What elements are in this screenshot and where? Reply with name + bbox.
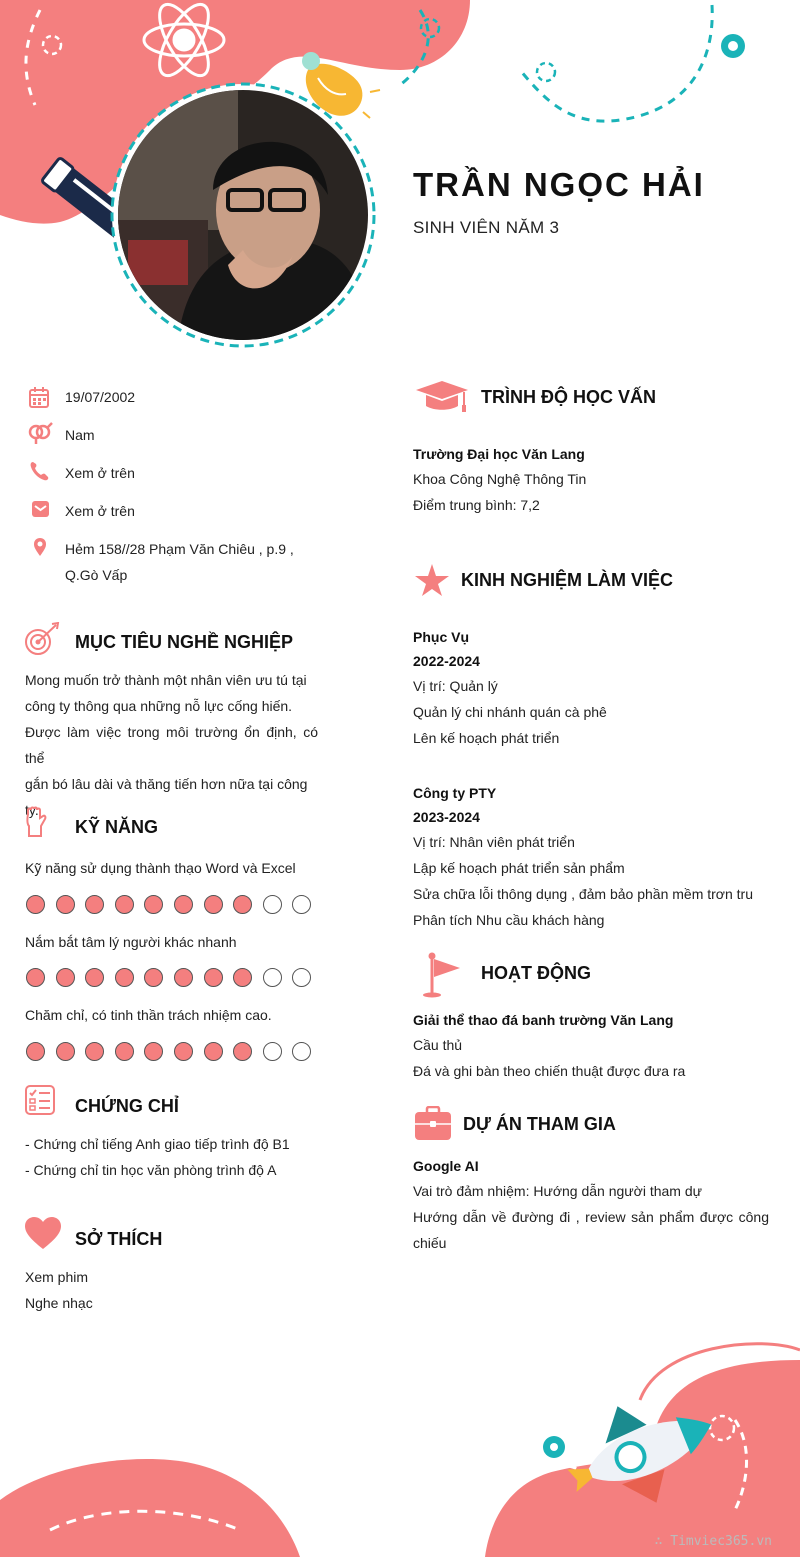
certificate-item: - Chứng chỉ tin học văn phòng trình độ A [25,1162,277,1178]
rating-dot-filled [204,895,223,914]
calendar-icon [25,386,55,408]
certificates-title: CHỨNG CHỈ [75,1096,179,1116]
job-duty: Quản lý chi nhánh quán cà phê [413,704,607,720]
rating-dot-empty [263,895,282,914]
rating-dot-filled [204,1042,223,1061]
rating-dot-filled [115,968,134,987]
email-text: Xem ở trên [65,503,135,519]
star-icon [414,563,450,597]
full-name: TRẦN NGỌC HẢI [413,166,705,203]
project-desc-line: chiếu [413,1235,447,1251]
subtitle: SINH VIÊN NĂM 3 [413,218,560,237]
graduation-cap-icon [414,380,470,414]
profile-photo [118,90,368,340]
job-company: Công ty PTY [413,785,497,801]
rating-dot-filled [174,968,193,987]
job-duty: Lên kế hoạch phát triển [413,730,560,746]
hobby-item: Xem phim [25,1269,89,1285]
briefcase-icon [414,1106,452,1142]
rating-dot-filled [56,1042,75,1061]
activities-title: HOẠT ĐỘNG [481,963,591,983]
rating-dot-filled [115,895,134,914]
objective-line: Mong muốn trở thành một nhân viên ưu tú tại [25,672,307,688]
experience-title: KINH NGHIỆM LÀM VIỆC [461,570,674,590]
gender-text: Nam [65,427,95,443]
rating-dot-filled [115,1042,134,1061]
activity-role: Cầu thủ [413,1037,463,1053]
birthday-text: 19/07/2002 [65,389,136,405]
rating-dot-filled [26,968,45,987]
rating-dot-empty [263,968,282,987]
hobby-item: Nghe nhạc [25,1295,93,1311]
rating-dot-filled [56,968,75,987]
heart-icon [24,1216,62,1250]
school-name: Trường Đại học Văn Lang [413,446,585,462]
activity-desc: Đá và ghi bàn theo chiến thuật được đưa ra [413,1063,686,1079]
skill-label: Chăm chỉ, có tinh thần trách nhiệm cao. [25,1007,272,1023]
job-duty: Phân tích Nhu cầu khách hàng [413,912,605,928]
skill-label: Kỹ năng sử dụng thành thạo Word và Excel [25,860,296,876]
certificate-item: - Chứng chỉ tiếng Anh giao tiếp trình độ B1 [25,1136,290,1152]
job-position: Vị trí: Quản lý [413,678,498,694]
location-pin-icon [25,536,55,558]
mail-icon [25,498,55,520]
objective-line: Được làm việc trong môi trường ổn định, có thể [25,724,318,766]
rating-dot-filled [56,895,75,914]
project-name: Google AI [413,1158,479,1174]
objective-line: gắn bó lâu dài và thăng tiến hơn nữa tại công [25,776,308,792]
objective-line: ty. [25,802,39,818]
gpa: Điểm trung bình: 7,2 [413,497,540,513]
project-role: Vai trò đảm nhiệm: Hướng dẫn người tham dự [413,1183,703,1199]
faculty: Khoa Công Nghệ Thông Tin [413,471,587,487]
gender-icon [25,422,55,444]
job-period: 2022-2024 [413,653,480,669]
phone-icon [25,460,55,482]
rating-dot-filled [26,895,45,914]
projects-title: DỰ ÁN THAM GIA [463,1114,616,1134]
bottom-left-blob [0,1459,300,1557]
job-period: 2023-2024 [413,809,480,825]
objective-title: MỤC TIÊU NGHỀ NGHIỆP [75,632,294,652]
address-line1: Hẻm 158//28 Phạm Văn Chiêu , p.9 , [65,541,294,557]
rating-dot-empty [263,1042,282,1061]
objective-line: công ty thông qua những nỗ lực cống hiến. [25,698,293,714]
rating-dot-filled [174,1042,193,1061]
skill-label: Nắm bắt tâm lý người khác nhanh [25,934,237,950]
watermark: ∴ Timviec365.vn [654,1534,772,1549]
education-title: TRÌNH ĐỘ HỌC VẤN [481,387,656,407]
hobbies-title: SỞ THÍCH [75,1229,163,1249]
objective-text [25,667,318,823]
job-duty: Sửa chữa lỗi thông dụng , đảm bảo phần mềm trơn tru [413,886,754,902]
target-icon [24,622,60,658]
rating-dot-filled [204,968,223,987]
activity-name: Giải thể thao đá banh trường Văn Lang [413,1012,674,1028]
address-line2: Q.Gò Vấp [65,567,128,583]
rating-dot-filled [26,1042,45,1061]
skills-title: KỸ NĂNG [75,817,159,837]
phone-text: Xem ở trên [65,465,135,481]
flag-icon [420,952,464,998]
fist-icon [24,806,48,838]
job-position: Vị trí: Nhân viên phát triển [413,834,575,850]
rating-dot-filled [174,895,193,914]
job-duty: Lập kế hoạch phát triển sản phẩm [413,860,625,876]
checklist-icon [24,1084,56,1116]
project-desc-line: Hướng dẫn về đường đi , review sản phẩm được công [413,1209,769,1225]
job-company: Phục Vụ [413,629,470,645]
